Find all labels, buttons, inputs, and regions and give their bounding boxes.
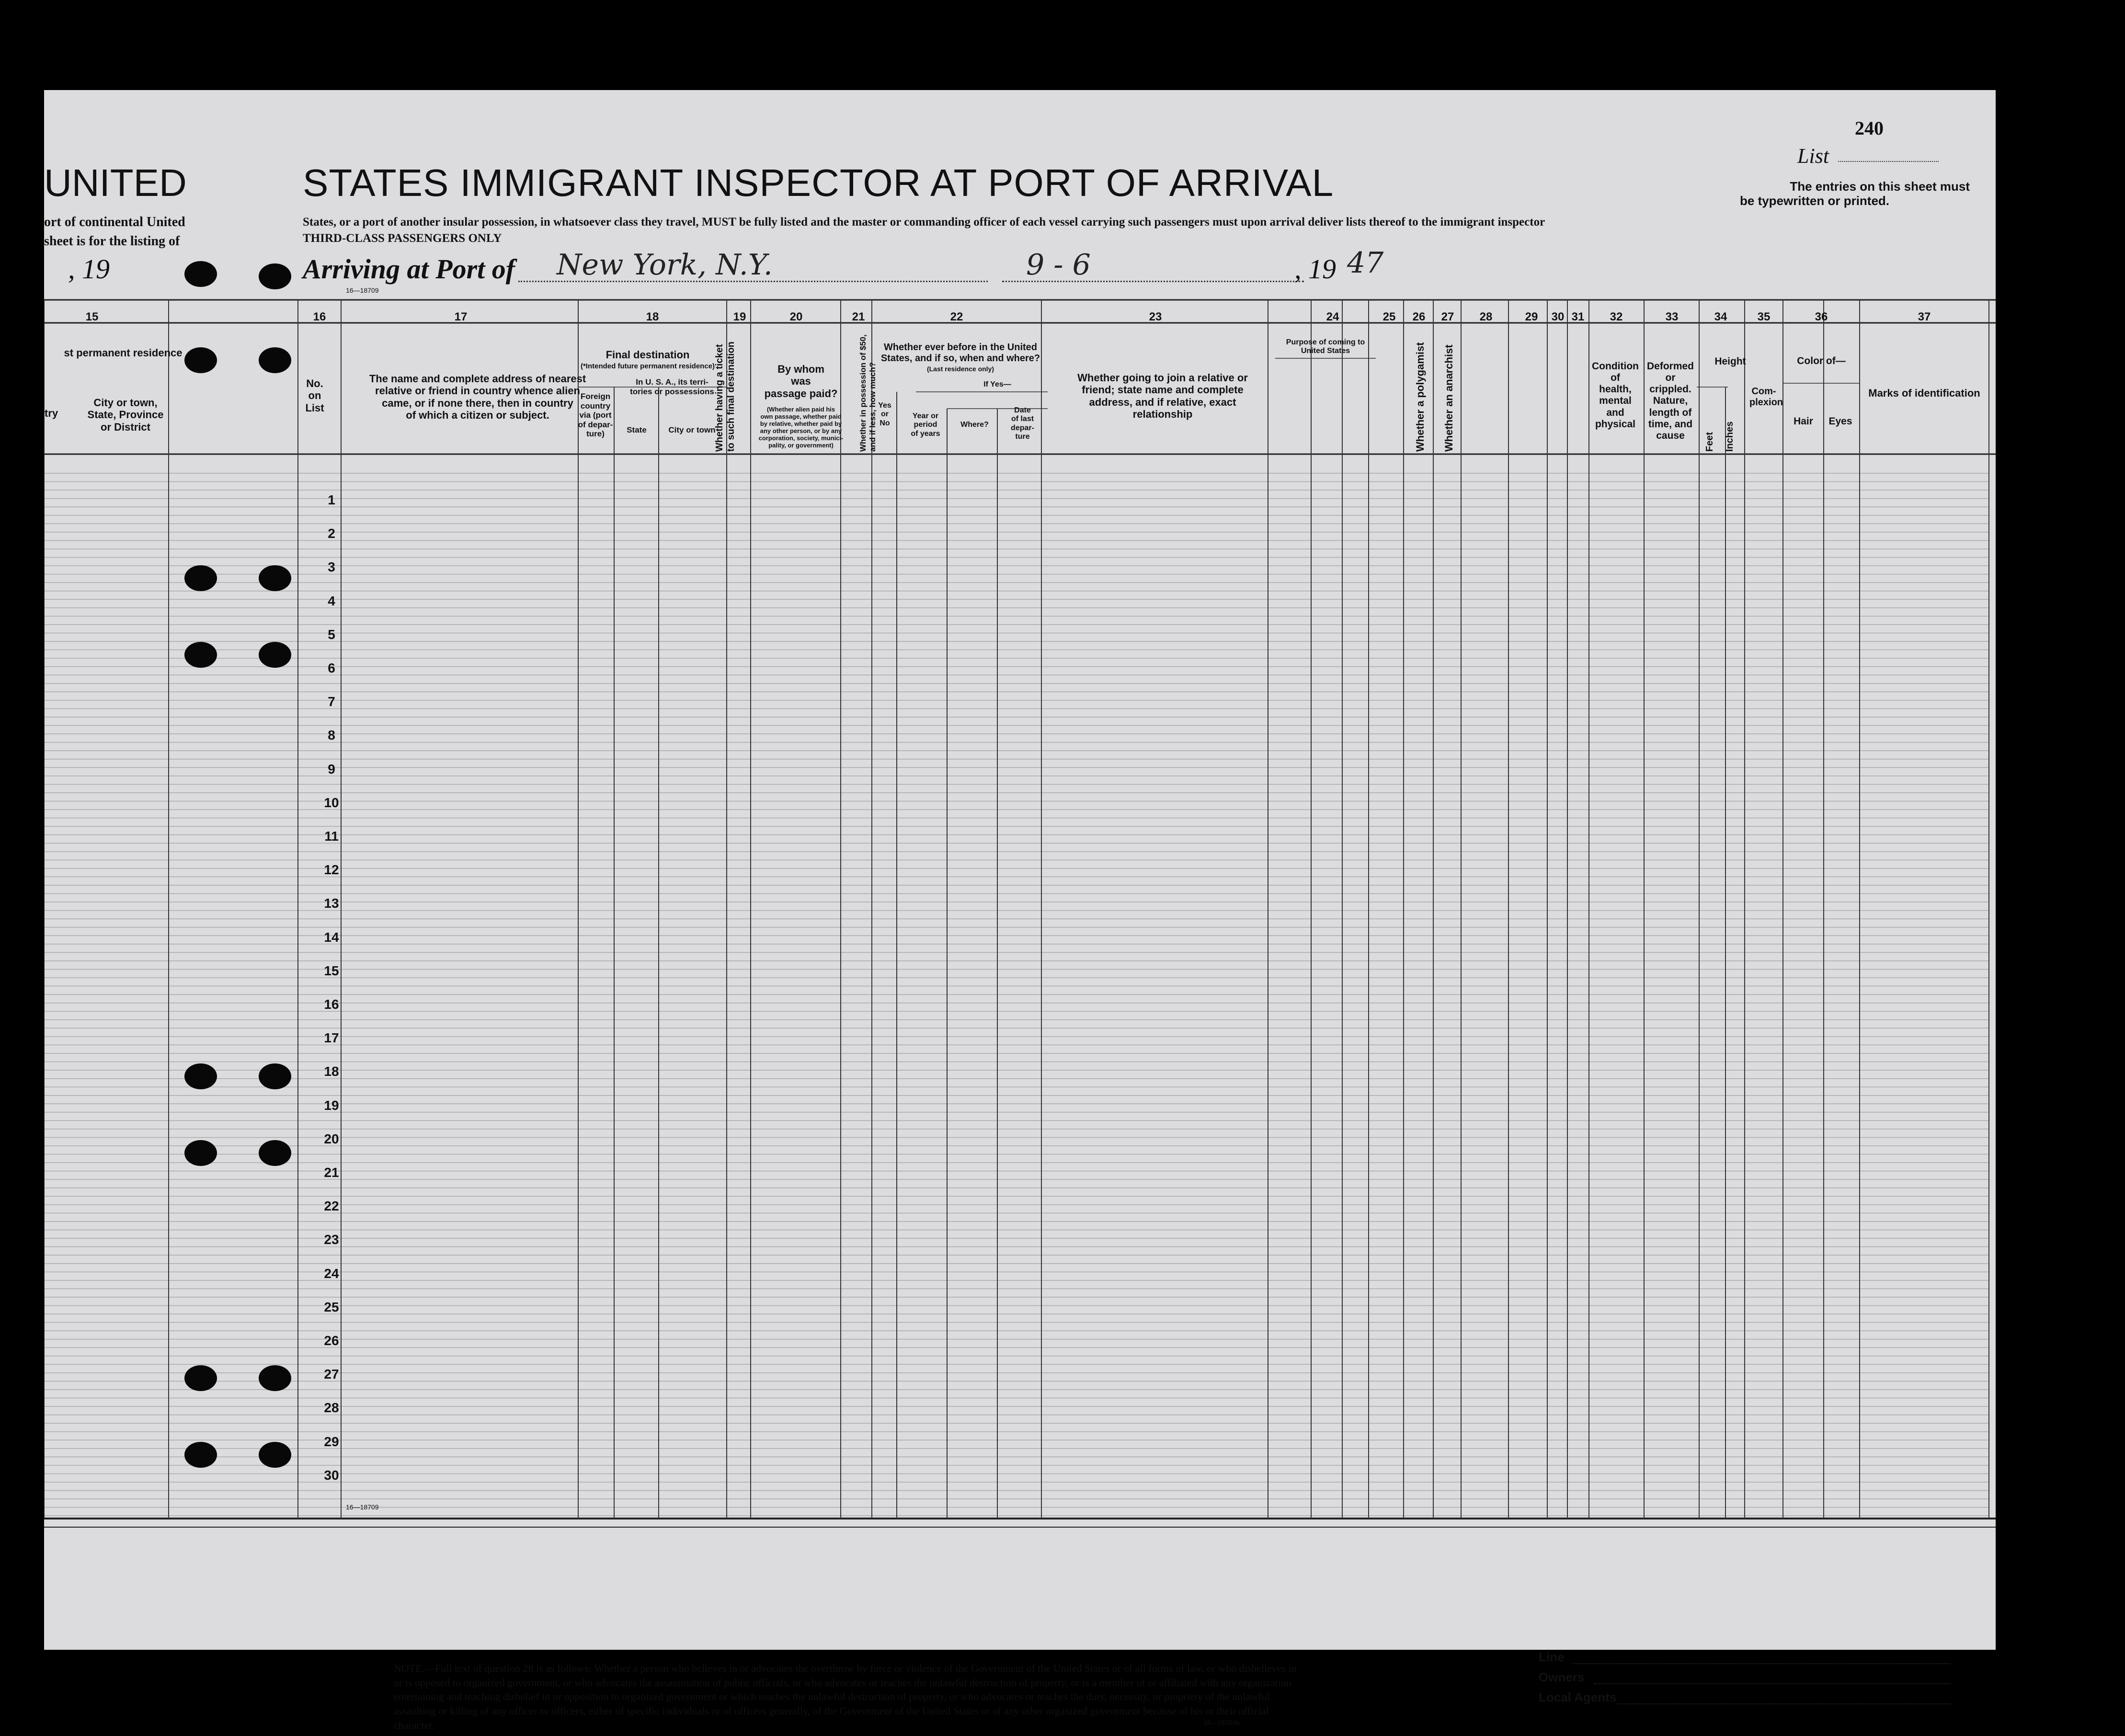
column-number: 32 — [1610, 310, 1623, 323]
column-number: 19 — [733, 310, 746, 323]
punch-hole — [184, 642, 217, 668]
col34-height: Height — [1714, 356, 1746, 367]
punch-hole — [184, 347, 217, 373]
punch-hole — [259, 1365, 291, 1391]
column-number: 26 — [1412, 310, 1426, 323]
row-number: 13 — [324, 896, 339, 911]
row-number: 26 — [324, 1333, 339, 1348]
punch-hole — [259, 263, 291, 289]
form-code-top: 16—18709 — [346, 286, 379, 294]
row-number: 7 — [328, 694, 335, 709]
row-number: 21 — [324, 1165, 339, 1180]
col22-title: Whether ever before in the United States, and if so, when and where? — [880, 342, 1040, 364]
punch-hole — [259, 1442, 291, 1468]
row-number: 4 — [328, 593, 335, 608]
col18-state: State — [627, 425, 647, 434]
column-number: 17 — [454, 310, 468, 323]
col19-ticket: Whether having a ticket to such final destination — [714, 341, 736, 452]
column-number: 37 — [1918, 310, 1931, 323]
col18-foreign: Foreign country via (port of depar- ture) — [578, 392, 613, 439]
row-number: 18 — [324, 1064, 339, 1079]
col26-polygamist: Whether a polygamist — [1414, 342, 1426, 452]
year-handwritten: 47 — [1347, 246, 1384, 280]
punch-hole — [259, 1140, 291, 1166]
column-number: 35 — [1757, 310, 1771, 323]
punch-hole — [184, 1365, 217, 1391]
col22-where: Where? — [960, 421, 989, 429]
list-label: List — [1797, 144, 1829, 168]
col16-no-on-list: No. on List — [305, 377, 324, 414]
agents-underline — [1618, 1703, 1951, 1704]
col23-joining: Whether going to join a relative or friend; state name and complete address, and if relative, exact relationship — [1077, 372, 1248, 420]
col33-deformed: Deformed or crippled. Nature, length of time, and cause — [1646, 361, 1694, 441]
owners-label: Owners — [1539, 1670, 1585, 1684]
row-number: 22 — [324, 1199, 339, 1214]
column-number: 22 — [950, 310, 963, 323]
col20-note: (Whether alien paid his own passage, whether paid by relative, whether paid by any other person, or by any corporation, society, munici- pality, or government) — [758, 406, 844, 449]
col20-passage-paid: By whom was passage paid? — [764, 363, 838, 400]
col22-date: Date of last depar- ture — [1011, 406, 1034, 441]
manifest-sheet — [44, 90, 1996, 1731]
row-number: 11 — [324, 829, 339, 844]
col34-feet: Feet — [1704, 432, 1715, 452]
column-number: 23 — [1149, 310, 1162, 323]
column-number: 34 — [1714, 310, 1727, 323]
entries-note-line2: be typewritten or printed. — [1740, 194, 1890, 208]
title-united: UNITED — [44, 161, 187, 204]
col22-if-yes: If Yes— — [983, 380, 1011, 388]
punch-hole — [259, 347, 291, 373]
row-number: 8 — [328, 728, 335, 743]
col36-hair: Hair — [1794, 416, 1813, 427]
row-number: 23 — [324, 1232, 339, 1247]
col18-title: Final destination — [606, 349, 690, 361]
port-handwritten: New York, N.Y. — [557, 248, 773, 282]
row-number: 24 — [324, 1266, 339, 1281]
instructions-line1: States, or a port of another insular possession, in whatsoever class they travel, MUST be fully listed and the master or commanding officer of each vessel carrying such passengers must upon arrival deliver lists thereof to the immigrant inspector — [303, 216, 1545, 228]
col27-anarchist: Whether an anarchist — [1443, 344, 1455, 452]
col15-city: City or town, State, Province or District — [87, 397, 164, 433]
col15-country: try — [44, 407, 58, 419]
row-number: 1 — [328, 492, 335, 507]
punch-hole — [184, 261, 217, 287]
column-number: 15 — [85, 310, 99, 323]
left-fragment-line1: ort of continental United — [44, 215, 185, 229]
list-number: 240 — [1855, 117, 1884, 139]
row-number: 2 — [328, 526, 335, 541]
col35-complexion: Com- plexion — [1749, 386, 1783, 408]
column-number: 25 — [1382, 310, 1396, 323]
row-number: 28 — [324, 1400, 339, 1416]
line-underline — [1572, 1663, 1951, 1664]
punch-hole — [259, 1063, 291, 1089]
column-number: 24 — [1326, 310, 1339, 323]
col32-health: Condition of health, mental and physical — [1592, 361, 1639, 430]
col37-marks: Marks of identification — [1868, 387, 1980, 399]
row-number: 9 — [328, 761, 335, 777]
arriving-label: Arriving at Port of — [303, 253, 515, 285]
col22-year: Year or period of years — [911, 412, 940, 438]
col18-sub: (*Intended future permanent residence) — [580, 362, 715, 370]
column-number: 16 — [313, 310, 326, 323]
col18-city: City or town — [668, 425, 716, 434]
row-number: 10 — [324, 795, 339, 810]
form-code: 16—18709 — [346, 1503, 379, 1511]
col24-purpose: Purpose of coming to United States — [1286, 338, 1365, 355]
col18-usa: In U. S. A., its terri- tories or possessions — [630, 377, 714, 396]
owners-underline — [1594, 1683, 1951, 1684]
page-title: STATES IMMIGRANT INSPECTOR AT PORT OF ARRIVAL — [303, 161, 1334, 204]
row-number: 16 — [324, 997, 339, 1012]
footer-note: NOTE.—Full text of question 28 is as follows: Whether a person who believes in or advocates the overthrow by force or violence of the Government of the United States or of all forms of law, or who disbelieves in or is opposed to organized government, or who advocates the assassination of public officials, or who advocates or teaches the unlawful destruction of property, or is a member of or affiliated with any organization entertaining and teaching disbelief in or opposition to organized government or which teaches the unlawful destruction of property, or who advocates or teaches the duty, necessity, or propriety of the unlawful assaulting or killing of any officer or officers, either of specific individuals or of officers generally, of the Government of the United States or of any other organized government because of his or their official character. — [394, 1662, 1297, 1731]
row-number: 15 — [324, 963, 339, 978]
instructions-line2: THIRD-CLASS PASSENGERS ONLY — [303, 232, 502, 245]
col21-fifty-dollars: Whether in possession of $50, and if less, how much? — [858, 334, 878, 452]
col22-sub: (Last residence only) — [926, 365, 994, 373]
column-number: 33 — [1665, 310, 1679, 323]
punch-hole — [184, 565, 217, 591]
row-number: 25 — [324, 1299, 339, 1314]
column-number: 28 — [1479, 310, 1493, 323]
row-number: 3 — [328, 560, 335, 575]
year-printed: , 19 — [1294, 253, 1336, 285]
col15-title: st permanent residence — [64, 347, 183, 359]
row-number: 27 — [324, 1367, 339, 1382]
local-agents-label: Local Agents — [1539, 1690, 1617, 1704]
punch-hole — [259, 565, 291, 591]
row-number: 30 — [324, 1467, 339, 1483]
punch-hole — [184, 1063, 217, 1089]
row-number: 6 — [328, 661, 335, 675]
col22-yes-no: Yes or No — [878, 401, 891, 427]
row-number: 5 — [328, 627, 335, 642]
punch-hole — [184, 1140, 217, 1166]
column-number: 20 — [789, 310, 803, 323]
col34-inches: Inches — [1725, 421, 1735, 452]
column-number: 29 — [1525, 310, 1538, 323]
row-number: 29 — [324, 1434, 339, 1449]
row-number: 17 — [324, 1030, 339, 1046]
date-handwritten: 9 - 6 — [1026, 248, 1091, 282]
row-number: 20 — [324, 1131, 339, 1146]
line-label: Line — [1539, 1650, 1565, 1664]
punch-hole — [184, 1442, 217, 1468]
column-number: 30 — [1551, 310, 1565, 323]
column-number: 36 — [1815, 310, 1828, 323]
row-number: 12 — [324, 862, 339, 878]
column-number: 27 — [1441, 310, 1454, 323]
left-fragment-line2: sheet is for the listing of — [44, 234, 180, 249]
column-number: 21 — [852, 310, 865, 323]
entries-note-line1: The entries on this sheet must — [1790, 179, 1970, 194]
form-code-b: 16—18709b — [1203, 1719, 1240, 1726]
col17-relative-abroad: The name and complete address of nearest relative or friend in country whence alien came, or if none there, then in country of which a citizen or subject. — [369, 373, 586, 421]
row-number: 14 — [324, 929, 339, 945]
column-number: 31 — [1571, 310, 1585, 323]
col36-eyes: Eyes — [1828, 416, 1852, 427]
punch-hole — [259, 642, 291, 668]
column-number: 18 — [646, 310, 659, 323]
col36-color: Color of— — [1797, 355, 1846, 366]
row-number: 19 — [324, 1097, 339, 1113]
left-year: , 19 — [68, 253, 110, 285]
